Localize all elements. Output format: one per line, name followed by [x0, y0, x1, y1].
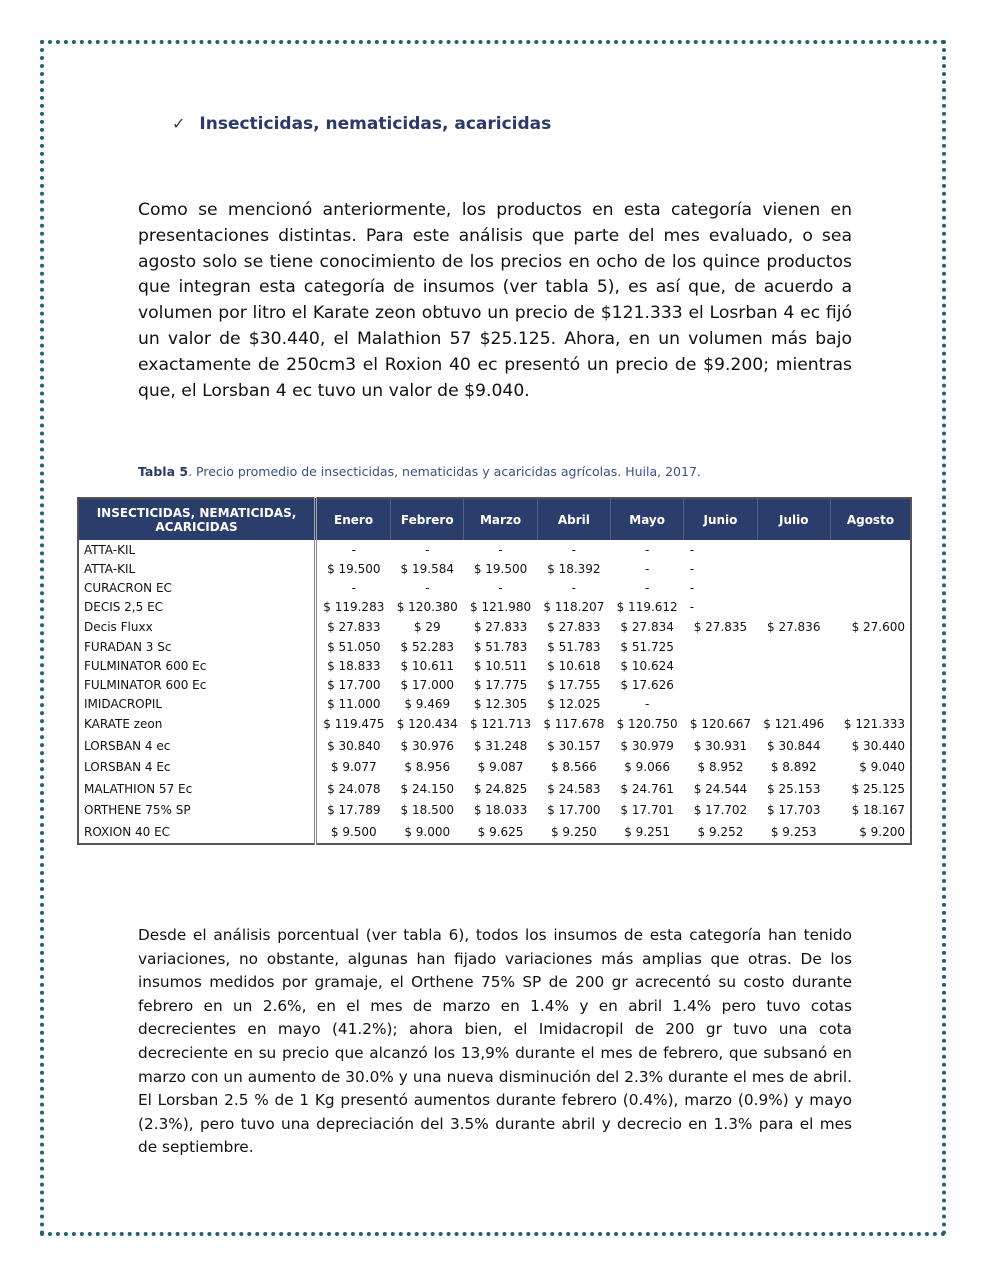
product-name: FURADAN 3 Sc: [78, 638, 316, 657]
price-cell: $ 17.703: [767, 803, 821, 818]
header-month: Mayo: [611, 498, 684, 540]
product-name: ATTA-KIL: [78, 540, 316, 559]
price-cell: $ 27.835: [693, 619, 748, 634]
table-row: [78, 540, 911, 559]
price-cell: $ 17.700: [327, 678, 381, 692]
table-row: [78, 695, 911, 714]
price-cell: $ 9.253: [770, 824, 817, 839]
price-cell: $ 30.976: [400, 738, 454, 753]
product-name: FULMINATOR 600 Ec: [78, 657, 316, 676]
price-cell: $ 18.392: [547, 561, 601, 576]
price-cell: $ 24.583: [547, 781, 601, 796]
price-cell: $ 51.783: [473, 640, 528, 654]
price-cell: [830, 657, 911, 676]
price-cell: [684, 695, 757, 714]
price-cell: -: [644, 697, 650, 711]
price-cell: $ 121.333: [843, 717, 905, 732]
price-cell: $ 17.702: [693, 803, 748, 818]
price-cell: -: [644, 542, 650, 557]
product-name: ATTA-KIL: [78, 559, 316, 578]
price-cell: -: [351, 580, 356, 595]
price-cell: $ 29: [413, 619, 441, 634]
price-cell: $ 9.625: [477, 824, 524, 839]
price-cell: $ 19.584: [400, 561, 454, 576]
price-cell: $ 30.440: [851, 738, 905, 753]
price-cell: [757, 695, 830, 714]
price-cell: -: [644, 561, 650, 576]
header-month: Marzo: [464, 498, 537, 540]
price-cell: $ 120.667: [689, 717, 751, 732]
price-cell: $ 9.066: [624, 760, 671, 775]
table-row: [78, 616, 911, 638]
price-cell: [757, 676, 830, 695]
price-cell: $ 119.475: [323, 717, 385, 732]
table-row: [78, 559, 911, 578]
price-cell: $ 24.150: [400, 781, 454, 796]
price-cell: $ 119.612: [616, 599, 678, 614]
price-cell: $ 30.979: [620, 738, 674, 753]
price-cell: $ 27.833: [327, 619, 381, 634]
price-cell: $ 27.834: [620, 619, 674, 634]
price-cell: -: [425, 580, 430, 595]
price-cell: $ 118.207: [543, 599, 605, 614]
product-name: MALATHION 57 Ec: [78, 778, 316, 800]
price-cell: $ 9.251: [624, 824, 671, 839]
header-month: Abril: [537, 498, 610, 540]
price-cell: [757, 559, 830, 578]
price-cell: -: [689, 599, 695, 614]
product-name: LORSBAN 4 ec: [78, 735, 316, 757]
price-cell: $ 18.500: [400, 803, 454, 818]
product-name: DECIS 2,5 EC: [78, 597, 316, 616]
price-cell: [757, 638, 830, 657]
header-product: INSECTICIDAS, NEMATICIDAS, ACARICIDAS: [78, 498, 316, 540]
price-cell: [830, 559, 911, 578]
price-cell: $ 8.566: [550, 760, 597, 775]
price-cell: $ 120.750: [616, 717, 678, 732]
price-cell: -: [689, 580, 695, 595]
price-cell: $ 24.761: [620, 781, 674, 796]
table-header-row: [78, 498, 911, 540]
table-row: [78, 676, 911, 695]
price-cell: $ 27.600: [851, 619, 905, 634]
price-cell: $ 24.825: [473, 781, 528, 796]
caption-text: . Precio promedio de insecticidas, nematicidas y acaricidas agrícolas. Huila, 2017.: [188, 464, 701, 479]
price-cell: $ 121.713: [470, 717, 532, 732]
price-cell: $ 17.000: [400, 678, 454, 692]
price-cell: $ 9.252: [697, 824, 744, 839]
price-cell: [830, 540, 911, 559]
caption-label: Tabla 5: [138, 464, 189, 479]
price-cell: $ 119.283: [323, 599, 385, 614]
price-cell: -: [689, 561, 695, 576]
checkmark-icon: ✓: [172, 114, 186, 133]
price-cell: $ 121.980: [470, 599, 532, 614]
price-cell: $ 9.200: [859, 824, 905, 839]
intro-paragraph: Como se mencionó anteriormente, los productos en esta categoría vienen en presentaciones distintas. Para este análisis que parte del mes evaluado, o sea agosto solo se tiene conocimiento de los precios en ocho de los quince productos que integran esta categoría de insumos (ver tabla 5), es así que, de acuerdo a volumen por litro el Karate zeon obtuvo un precio de $121.333 el Losrban 4 ec fijó un valor de $30.440, el Malathion 57 $25.125. Ahora, en un volumen más bajo exactamente de 250cm3 el Roxion 40 ec presentó un precio de $9.200; mientras que, el Lorsban 4 ec tuvo un valor de $9.040.: [138, 200, 852, 401]
price-cell: $ 10.611: [400, 659, 454, 673]
price-cell: $ 9.040: [859, 760, 905, 775]
price-cell: $ 25.125: [851, 781, 905, 796]
price-cell: $ 24.544: [693, 781, 748, 796]
product-name: LORSBAN 4 Ec: [78, 757, 316, 779]
price-cell: $ 117.678: [543, 717, 605, 732]
table-row: [78, 757, 911, 779]
table-row: [78, 638, 911, 657]
price-cell: [684, 676, 757, 695]
section-heading: [172, 114, 551, 134]
price-cell: [684, 638, 757, 657]
price-cell: [757, 540, 830, 559]
price-cell: $ 17.755: [547, 678, 601, 692]
price-cell: $ 12.025: [547, 697, 601, 711]
price-cell: $ 17.700: [547, 803, 601, 818]
table-row: [78, 714, 911, 736]
price-cell: $ 17.789: [327, 803, 381, 818]
price-cell: $ 25.153: [767, 781, 821, 796]
header-month: Agosto: [830, 498, 911, 540]
product-name: Decis Fluxx: [78, 616, 316, 638]
table-row: [78, 778, 911, 800]
price-cell: $ 51.783: [547, 640, 601, 654]
table-row: [78, 800, 911, 822]
table-row: [78, 657, 911, 676]
price-cell: [830, 638, 911, 657]
table-caption: [138, 464, 701, 479]
price-cell: $ 27.833: [473, 619, 528, 634]
price-table: [77, 497, 912, 845]
price-cell: -: [571, 580, 577, 595]
price-cell: [684, 657, 757, 676]
price-cell: $ 27.836: [767, 619, 821, 634]
header-month: Julio: [757, 498, 830, 540]
price-cell: $ 9.469: [404, 697, 451, 711]
price-cell: $ 11.000: [327, 697, 381, 711]
price-cell: $ 10.624: [620, 659, 674, 673]
price-cell: [757, 657, 830, 676]
product-name: IMIDACROPIL: [78, 695, 316, 714]
price-cell: $ 12.305: [473, 697, 528, 711]
price-cell: -: [351, 542, 356, 557]
header-month: Junio: [684, 498, 757, 540]
table-row: [78, 821, 911, 844]
price-cell: $ 19.500: [473, 561, 528, 576]
product-name: KARATE zeon: [78, 714, 316, 736]
price-cell: $ 19.500: [327, 561, 381, 576]
table-row: [78, 597, 911, 616]
price-cell: $ 30.157: [547, 738, 601, 753]
header-month: Enero: [316, 498, 391, 540]
price-cell: $ 17.775: [473, 678, 528, 692]
price-cell: $ 24.078: [327, 781, 381, 796]
price-cell: $ 31.248: [473, 738, 528, 753]
header-month: Febrero: [391, 498, 464, 540]
price-cell: [830, 578, 911, 597]
price-cell: $ 17.626: [620, 678, 674, 692]
product-name: CURACRON EC: [78, 578, 316, 597]
price-cell: $ 8.892: [770, 760, 817, 775]
price-cell: [830, 597, 911, 616]
price-cell: $ 10.511: [473, 659, 528, 673]
price-cell: $ 9.000: [404, 824, 451, 839]
price-cell: $ 51.050: [327, 640, 381, 654]
price-cell: [757, 597, 830, 616]
section-title: Insecticidas, nematicidas, acaricidas: [199, 114, 552, 134]
price-cell: $ 18.167: [851, 803, 905, 818]
price-cell: $ 8.956: [404, 760, 451, 775]
price-cell: $ 17.701: [620, 803, 674, 818]
table-row: [78, 735, 911, 757]
table-row: [78, 578, 911, 597]
price-cell: $ 27.833: [547, 619, 601, 634]
price-cell: $ 120.434: [396, 717, 458, 732]
price-cell: [757, 578, 830, 597]
price-cell: $ 120.380: [396, 599, 458, 614]
price-cell: [830, 695, 911, 714]
price-cell: $ 30.840: [327, 738, 381, 753]
price-cell: $ 9.250: [550, 824, 597, 839]
price-cell: -: [498, 580, 503, 595]
price-cell: $ 18.833: [327, 659, 381, 673]
price-cell: -: [571, 542, 577, 557]
price-cell: $ 121.496: [763, 717, 825, 732]
price-cell: -: [425, 542, 430, 557]
price-cell: $ 52.283: [400, 640, 454, 654]
price-cell: [830, 676, 911, 695]
analysis-paragraph: Desde el análisis porcentual (ver tabla 6), todos los insumos de esta categoría han tenido variaciones, no obstante, algunas han fijado variaciones más amplias que otras. De los insumos medidos por gramaje, el Orthene 75% SP de 200 gr acrecentó su costo durante febrero en un 2.6%, en el mes de marzo en 1.4% y en abril 1.4% pero tuvo cotas decrecientes en mayo (41.2%); ahora bien, el Imidacropil de 200 gr tuvo una cota decreciente en su precio que alcanzó los 13,9% durante el mes de febrero, que subsanó en marzo con un aumento de 30.0% y una nueva disminución del 2.3% durante el mes de abril. El Lorsban 2.5 % de 1 Kg presentó aumentos durante febrero (0.4%), marzo (0.9%) y mayo (2.3%), pero tuvo una depreciación del 3.5% durante abril y decrecio en 1.3% para el mes de septiembre.: [138, 926, 852, 1157]
price-cell: -: [689, 542, 695, 557]
price-cell: $ 51.725: [620, 640, 674, 654]
price-cell: $ 30.844: [767, 738, 821, 753]
price-cell: -: [498, 542, 503, 557]
product-name: FULMINATOR 600 Ec: [78, 676, 316, 695]
price-cell: $ 9.077: [330, 760, 377, 775]
product-name: ROXION 40 EC: [78, 821, 316, 844]
price-cell: $ 18.033: [473, 803, 528, 818]
price-cell: $ 8.952: [697, 760, 744, 775]
price-cell: -: [644, 580, 650, 595]
product-name: ORTHENE 75% SP: [78, 800, 316, 822]
price-cell: $ 9.500: [330, 824, 377, 839]
price-cell: $ 30.931: [693, 738, 748, 753]
price-cell: $ 9.087: [477, 760, 524, 775]
price-cell: $ 10.618: [547, 659, 601, 673]
